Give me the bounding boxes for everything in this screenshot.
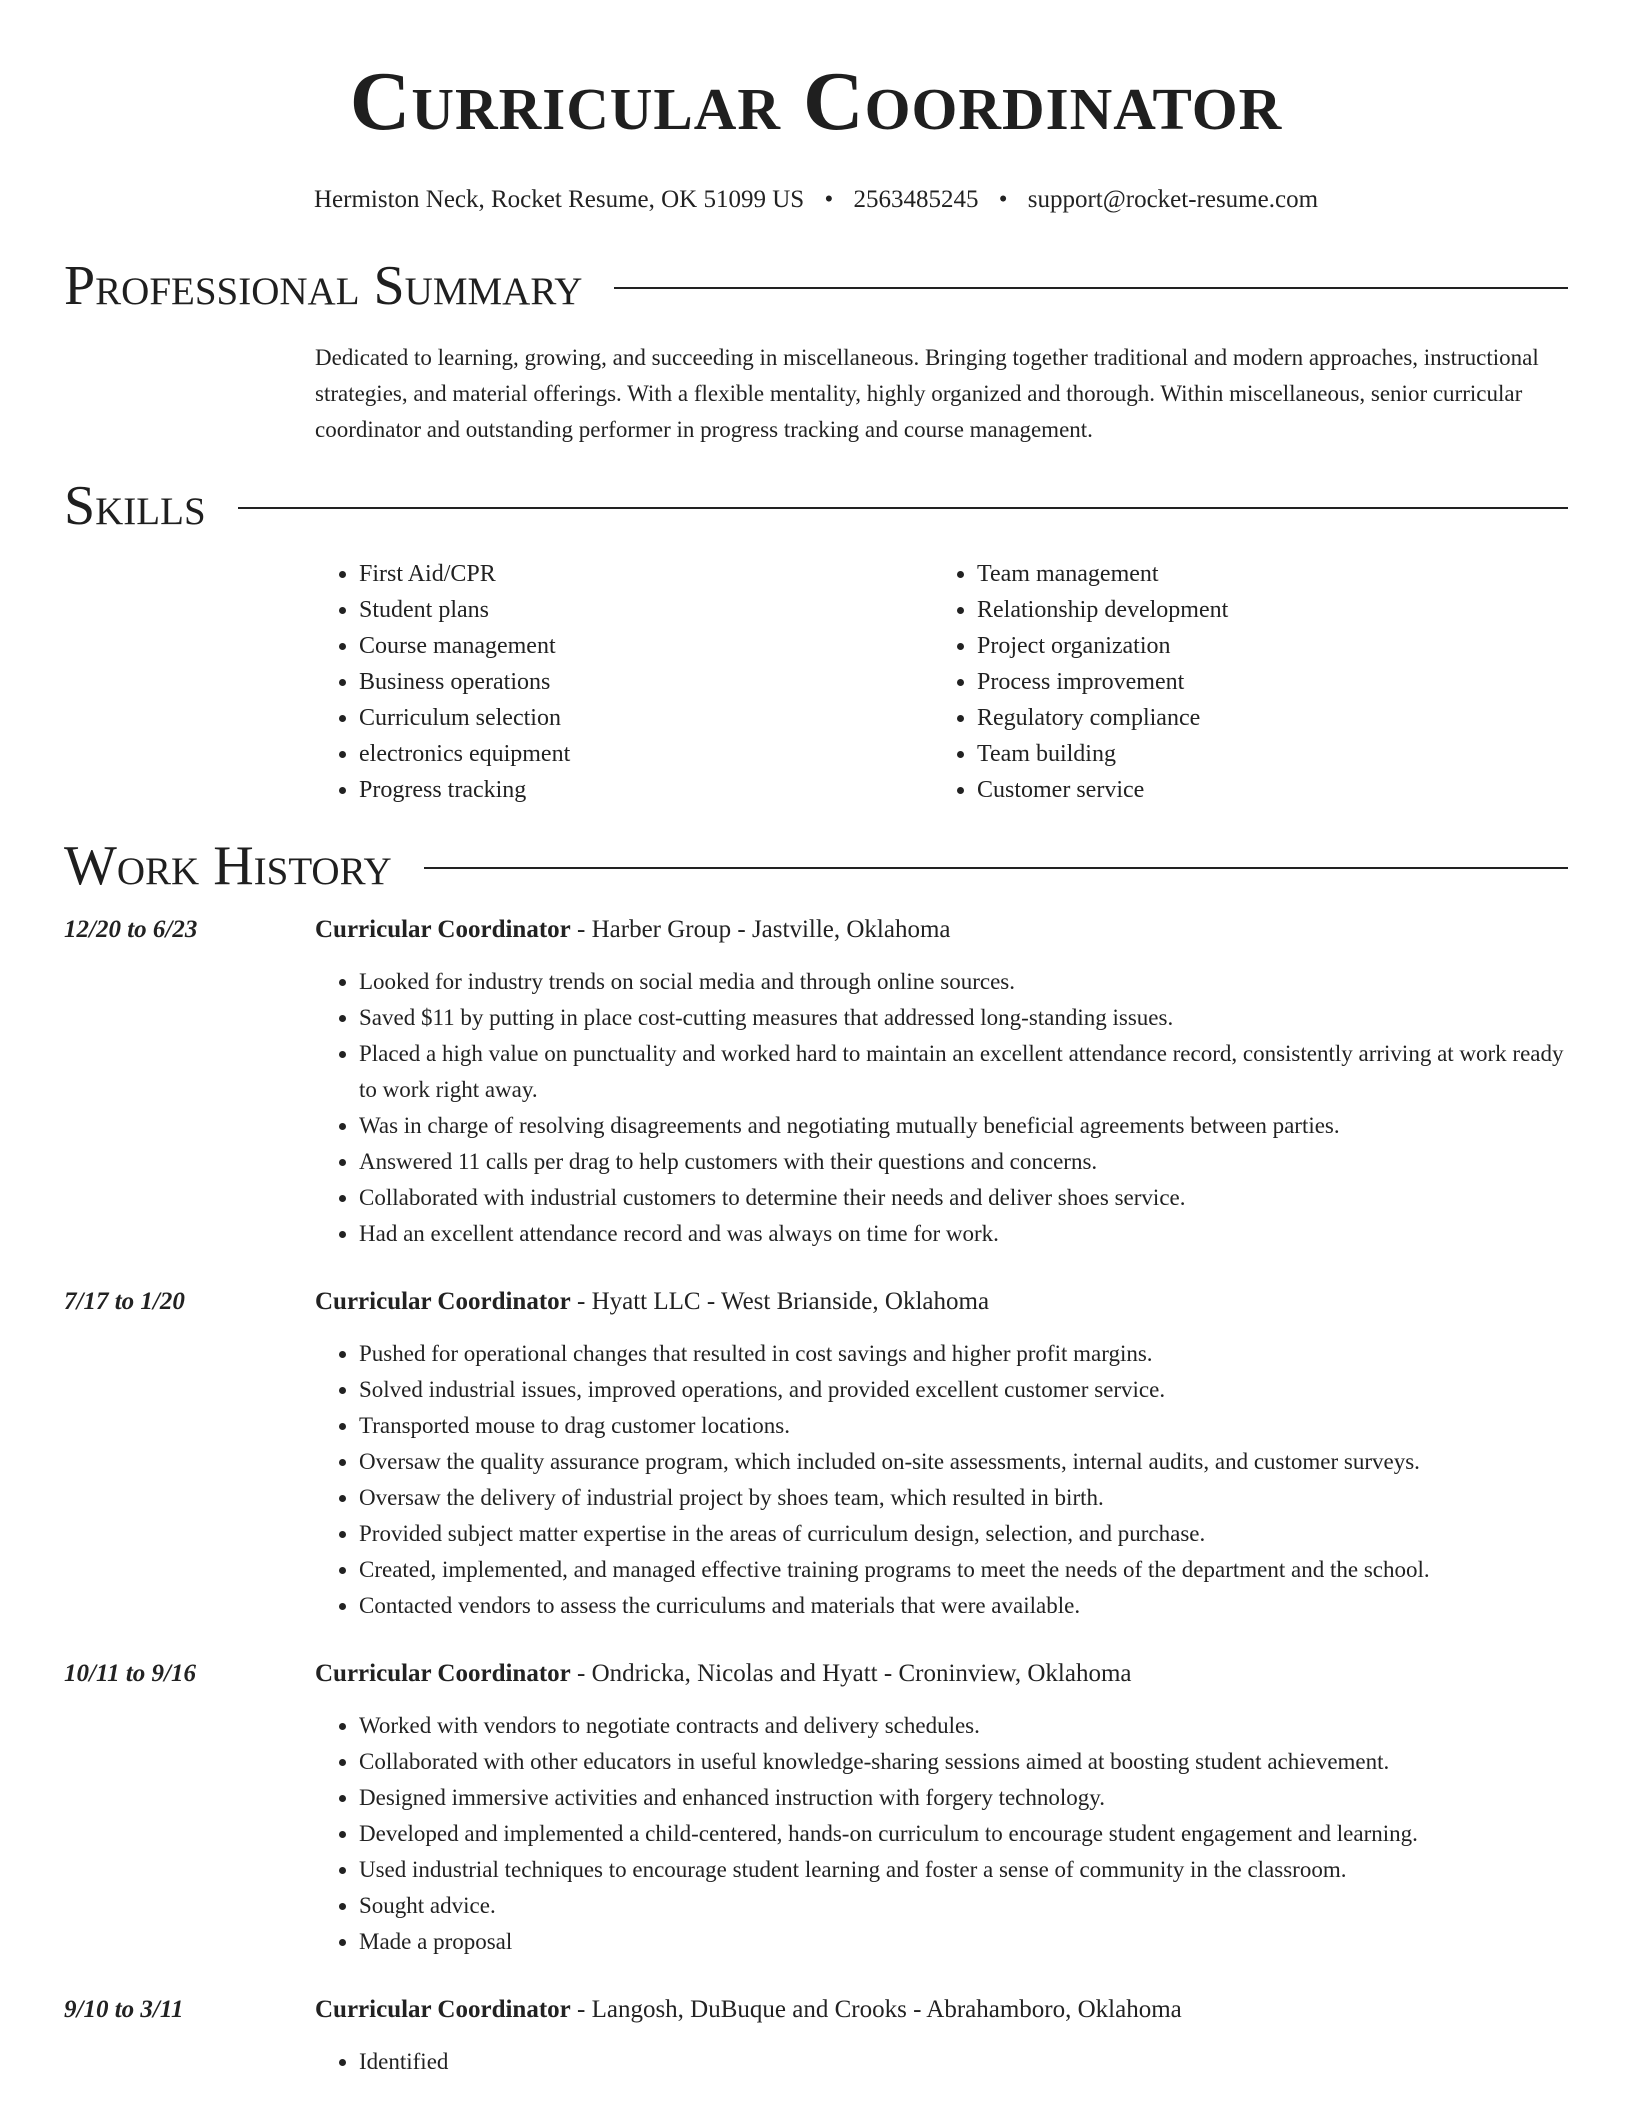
job-bullet: • Developed and implemented a child-centered, hands-on curriculum to encourage student engagement and learning. <box>359 1816 1568 1852</box>
contact-phone: 2563485245 <box>853 186 979 213</box>
job-entry <box>0 1284 1632 1624</box>
job-title: Curricular Coordinator <box>315 916 571 943</box>
job-header <box>0 1992 1632 2028</box>
contact-separator: • <box>824 186 834 213</box>
job-bullet: • Collaborated with industrial customers to determine their needs and deliver shoes service. <box>359 1180 1568 1216</box>
resume-name: Curricular Coordinator <box>349 55 1283 148</box>
job-bullet: • Collaborated with other educators in useful knowledge-sharing sessions aimed at boosting student achievement. <box>359 1744 1568 1780</box>
skill-item: • Business operations <box>359 664 933 700</box>
job-title: Curricular Coordinator <box>315 1288 571 1315</box>
summary-heading: Professional Summary <box>64 255 583 317</box>
section-divider <box>424 867 1568 869</box>
job-bullet: • Worked with vendors to negotiate contracts and delivery schedules. <box>359 1708 1568 1744</box>
contact-separator: • <box>998 186 1008 213</box>
job-dates: 12/20 to 6/23 <box>64 916 198 943</box>
job-bullet: • Saved $11 by putting in place cost-cutting measures that addressed long-standing issues. <box>359 1000 1568 1036</box>
job-bullet: • Contacted vendors to assess the curriculums and materials that were available. <box>359 1588 1568 1624</box>
section-divider <box>614 287 1568 289</box>
skill-item: • electronics equipment <box>359 736 933 772</box>
section-divider <box>238 507 1568 509</box>
skill-item: • Team management <box>977 556 1551 592</box>
skill-item: • Curriculum selection <box>359 700 933 736</box>
job-dates: 7/17 to 1/20 <box>64 1288 185 1315</box>
job-bullet: • Pushed for operational changes that resulted in cost savings and higher profit margins. <box>359 1336 1568 1372</box>
job-bullets <box>315 1708 1568 1960</box>
contact-line <box>0 186 1632 214</box>
job-entry <box>0 912 1632 1252</box>
job-header <box>0 912 1632 948</box>
job-bullet: • Identified <box>359 2044 1568 2080</box>
job-bullet: • Solved industrial issues, improved operations, and provided excellent customer service. <box>359 1372 1568 1408</box>
job-employer-location: - Langosh, DuBuque and Crooks - Abrahamboro, Oklahoma <box>570 1996 1182 2023</box>
job-header <box>0 1284 1632 1320</box>
job-bullet: • Had an excellent attendance record and was always on time for work. <box>359 1216 1568 1252</box>
job-bullet: • Placed a high value on punctuality and worked hard to maintain an excellent attendance record, consistently arriving at work ready to work right away. <box>359 1036 1568 1108</box>
job-bullet: • Used industrial techniques to encourage student learning and foster a sense of community in the classroom. <box>359 1852 1568 1888</box>
skill-item: • Team building <box>977 736 1551 772</box>
job-bullet: • Looked for industry trends on social media and through online sources. <box>359 964 1568 1000</box>
job-bullet: • Oversaw the quality assurance program, which included on-site assessments, internal audits, and customer surveys. <box>359 1444 1568 1480</box>
job-dates: 9/10 to 3/11 <box>64 1996 184 2023</box>
contact-email: support@rocket-resume.com <box>1027 186 1319 213</box>
job-entry <box>0 1656 1632 1960</box>
job-bullet: • Sought advice. <box>359 1888 1568 1924</box>
job-bullet: • Provided subject matter expertise in the areas of curriculum design, selection, and purchase. <box>359 1516 1568 1552</box>
job-title-line <box>315 912 951 948</box>
skills-section-header <box>64 475 1568 537</box>
skill-item: • Student plans <box>359 592 933 628</box>
job-bullet: • Designed immersive activities and enhanced instruction with forgery technology. <box>359 1780 1568 1816</box>
job-dates: 10/11 to 9/16 <box>64 1660 196 1687</box>
contact-address: Hermiston Neck, Rocket Resume, OK 51099 US <box>313 186 805 213</box>
job-title: Curricular Coordinator <box>315 1660 571 1687</box>
job-employer-location: - Ondricka, Nicolas and Hyatt - Croninview, Oklahoma <box>570 1660 1132 1687</box>
job-header <box>0 1656 1632 1692</box>
summary-text: Dedicated to learning, growing, and succeeding in miscellaneous. Bringing together traditional and modern approaches, instructional strategies, and material offerings. With a flexible mentality, highly organized and thorough. Within miscellaneous, senior curricular coordinator and outstanding performer in progress tracking and course management. <box>315 345 1539 442</box>
work-section-header <box>64 835 1568 897</box>
skill-item: • Customer service <box>977 772 1551 808</box>
job-bullet: • Made a proposal <box>359 1924 1568 1960</box>
skills-column-right <box>933 556 1551 808</box>
job-bullets <box>315 2044 1568 2080</box>
job-bullet: • Created, implemented, and managed effective training programs to meet the needs of the department and the school. <box>359 1552 1568 1588</box>
job-employer-location: - Hyatt LLC - West Brianside, Oklahoma <box>570 1288 990 1315</box>
job-bullets <box>315 964 1568 1252</box>
skills-list <box>315 556 1632 808</box>
job-bullet: • Oversaw the delivery of industrial project by shoes team, which resulted in birth. <box>359 1480 1568 1516</box>
skill-item: • Course management <box>359 628 933 664</box>
job-employer-location: - Harber Group - Jastville, Oklahoma <box>570 916 951 943</box>
skills-heading: Skills <box>64 475 206 537</box>
job-title: Curricular Coordinator <box>315 1996 571 2023</box>
job-bullet: • Was in charge of resolving disagreements and negotiating mutually beneficial agreements between parties. <box>359 1108 1568 1144</box>
job-title-line <box>315 1656 1132 1692</box>
job-bullet: • Transported mouse to drag customer locations. <box>359 1408 1568 1444</box>
job-entry <box>0 1992 1632 2080</box>
job-bullet: • Answered 11 calls per drag to help customers with their questions and concerns. <box>359 1144 1568 1180</box>
work-heading: Work History <box>64 835 392 897</box>
skill-item: • Process improvement <box>977 664 1551 700</box>
job-title-line <box>315 1284 989 1320</box>
skill-item: • Relationship development <box>977 592 1551 628</box>
job-title-line <box>315 1992 1182 2028</box>
summary-section-header <box>64 255 1568 317</box>
skill-item: • First Aid/CPR <box>359 556 933 592</box>
work-history-list <box>0 912 1632 2080</box>
skill-item: • Progress tracking <box>359 772 933 808</box>
skills-column-left <box>315 556 933 808</box>
skill-item: • Project organization <box>977 628 1551 664</box>
job-bullets <box>315 1336 1568 1624</box>
skill-item: • Regulatory compliance <box>977 700 1551 736</box>
